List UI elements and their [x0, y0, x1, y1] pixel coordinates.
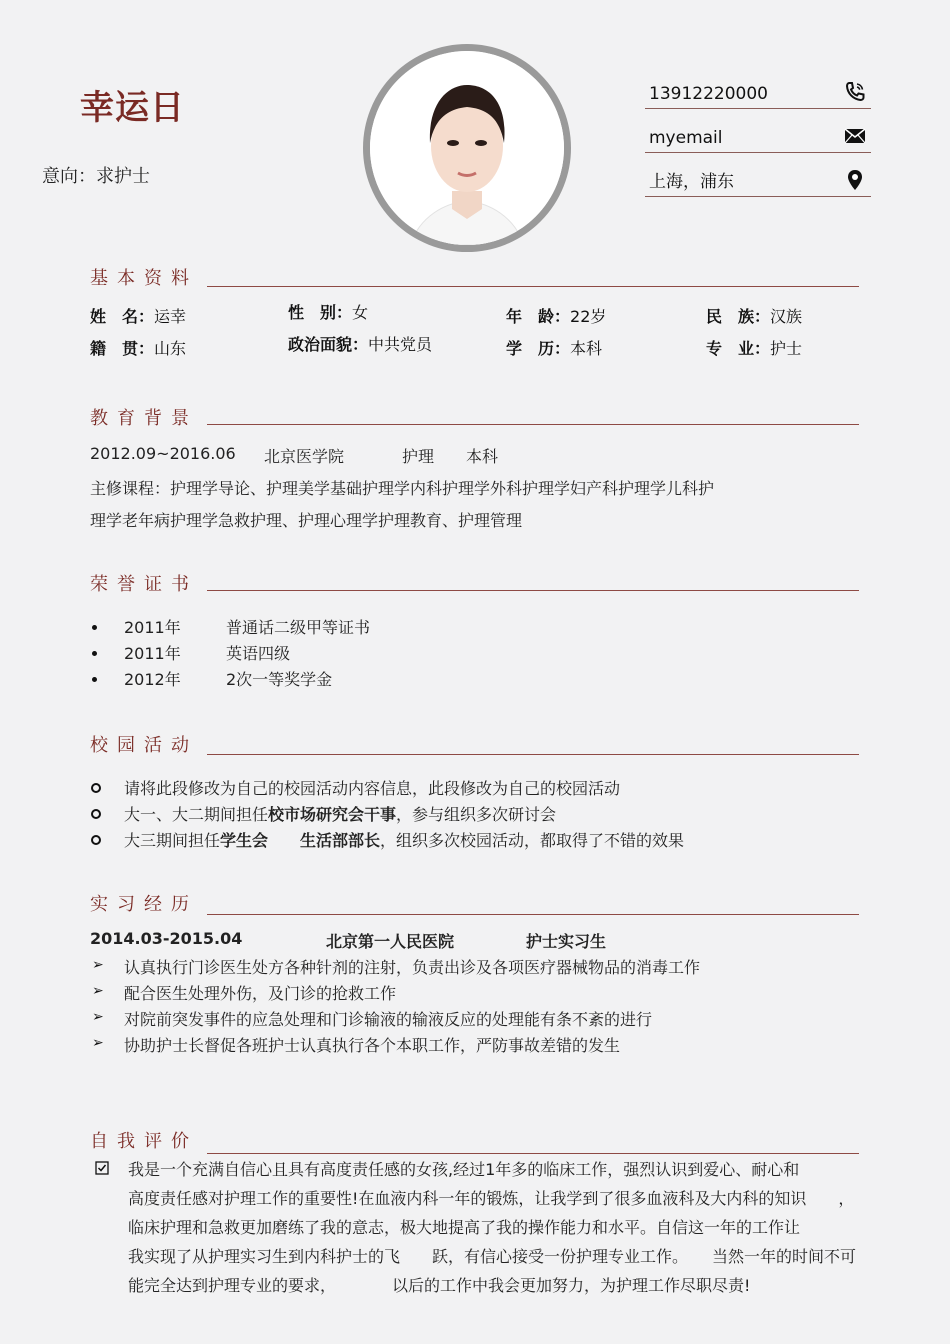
intern-duty: 对院前突发事件的应急处理和门诊输液的输液反应的处理能有条不紊的进行 — [124, 1010, 653, 1029]
bullet-dot — [92, 625, 97, 630]
intern-period: 2014.03-2015.04 — [90, 929, 243, 948]
section-title-honors: 荣誉证书 — [90, 574, 198, 595]
field-value: 女 — [352, 303, 369, 322]
mail-icon — [843, 124, 867, 148]
bullet-ring — [91, 835, 101, 845]
field-name — [90, 304, 186, 327]
field-label: 政治面貌： — [288, 335, 369, 354]
field-label: 性 别： — [288, 303, 353, 322]
edu-school: 北京医学院 — [264, 447, 345, 466]
checkbox-icon — [95, 1160, 109, 1174]
intern-duty: 协助护士长督促各班护士认真执行各个本职工作，严防事故差错的发生 — [124, 1036, 621, 1055]
edu-major: 护理 — [402, 447, 435, 466]
field-value: 22岁 — [570, 307, 607, 326]
section-divider — [207, 1153, 859, 1154]
honor-text: 英语四级 — [226, 644, 291, 663]
section-title-campus: 校园活动 — [90, 735, 198, 756]
field-value: 护士 — [770, 339, 803, 358]
field-label: 籍 贯： — [90, 339, 155, 358]
section-title-education: 教育背景 — [90, 408, 198, 429]
section-divider — [207, 424, 859, 425]
section-title-internship: 实习经历 — [90, 894, 198, 915]
contact-phone — [645, 70, 871, 109]
edu-courses-line2: 理学老年病护理学急救护理、护理心理学护理教育、护理管理 — [90, 511, 523, 530]
campus-highlight: 校市场研究会干事 — [268, 805, 397, 824]
intern-company: 北京第一人民医院 — [326, 932, 455, 951]
contact-location — [645, 158, 871, 197]
field-label: 年 龄： — [506, 307, 571, 326]
bullet-ring — [91, 783, 101, 793]
honor-year: 2012年 — [124, 670, 181, 689]
edu-degree: 本科 — [466, 447, 499, 466]
campus-text: ，参与组织多次研讨会 — [396, 805, 557, 824]
field-degree — [506, 336, 602, 359]
field-value: 山东 — [154, 339, 187, 358]
campus-text: 大三期间担任 — [124, 831, 221, 850]
location-icon — [843, 168, 867, 192]
bullet-ring — [91, 809, 101, 819]
campus-item — [124, 802, 556, 825]
candidate-name: 幸运日 — [80, 88, 185, 128]
campus-item — [124, 828, 684, 851]
field-value: 汉族 — [770, 307, 803, 326]
phone-icon — [843, 80, 867, 104]
field-major — [706, 336, 802, 359]
field-label: 专 业： — [706, 339, 771, 358]
location-text: 上海，浦东 — [649, 172, 734, 192]
self-eval-line: 能完全达到护理专业的要求， 以后的工作中我会更加努力，为护理工作尽职尽责! — [128, 1276, 751, 1295]
section-divider — [207, 590, 859, 591]
honor-text: 普通话二级甲等证书 — [226, 618, 371, 637]
honor-text: 2次一等奖学金 — [226, 670, 333, 689]
section-title-basic: 基本资料 — [90, 268, 198, 289]
field-value: 运幸 — [154, 307, 187, 326]
campus-text: 请将此段修改为自己的校园活动内容信息，此段修改为自己的校园活动 — [124, 779, 621, 798]
field-hometown — [90, 336, 186, 359]
self-eval-line: 我实现了从护理实习生到内科护士的飞 跃，有信心接受一份护理专业工作。 当然一年的时间不可 — [128, 1247, 857, 1266]
email-text: myemail — [649, 128, 723, 148]
contact-email — [645, 114, 871, 153]
honor-year: 2011年 — [124, 644, 181, 663]
bullet-dot — [92, 677, 97, 682]
field-age — [506, 304, 606, 327]
section-title-self-eval: 自我评价 — [90, 1131, 198, 1152]
self-eval-line: 临床护理和急救更加磨练了我的意志，极大地提高了我的操作能力和水平。自信这一年的工作让 — [128, 1218, 801, 1237]
section-divider — [207, 754, 859, 755]
honor-year: 2011年 — [124, 618, 181, 637]
campus-text: ，组织多次校园活动，都取得了不错的效果 — [380, 831, 685, 850]
bullet-dot — [92, 651, 97, 656]
job-intent: 意向：求护士 — [42, 166, 150, 187]
checkbox-checked-icon — [95, 1161, 109, 1175]
field-ethnicity — [706, 304, 802, 327]
field-label: 姓 名： — [90, 307, 155, 326]
field-label: 学 历： — [506, 339, 571, 358]
campus-item — [124, 776, 620, 799]
campus-text: 大一、大二期间担任 — [124, 805, 269, 824]
section-divider — [207, 286, 859, 287]
section-divider — [207, 914, 859, 915]
intern-role: 护士实习生 — [526, 932, 607, 951]
self-eval-line: 高度责任感对护理工作的重要性!在血液内科一年的锻炼，让我学到了很多血液科及大内科的知识 ， — [128, 1189, 855, 1208]
intern-duty: 认真执行门诊医生处方各种针剂的注射，负责出诊及各项医疗器械物品的消毒工作 — [124, 958, 701, 977]
arrow-bullet-icon: ➢ — [92, 957, 104, 973]
edu-period: 2012.09~2016.06 — [90, 444, 236, 463]
field-gender — [288, 300, 368, 323]
profile-photo — [363, 44, 571, 252]
arrow-bullet-icon: ➢ — [92, 1009, 104, 1025]
intern-duty: 配合医生处理外伤，及门诊的抢救工作 — [124, 984, 397, 1003]
self-eval-line: 我是一个充满自信心且具有高度责任感的女孩,经过1年多的临床工作，强烈认识到爱心、耐心和 — [128, 1160, 800, 1179]
portrait-image — [370, 51, 564, 245]
field-value: 中共党员 — [368, 335, 433, 354]
field-label: 民 族： — [706, 307, 771, 326]
edu-courses-line1: 主修课程：护理学导论、护理美学基础护理学内科护理学外科护理学妇产科护理学儿科护 — [90, 479, 715, 498]
arrow-bullet-icon: ➢ — [92, 983, 104, 999]
field-value: 本科 — [570, 339, 603, 358]
phone-text: 13912220000 — [649, 84, 768, 104]
field-political — [288, 332, 432, 355]
campus-highlight: 学生会 生活部部长 — [220, 831, 381, 850]
arrow-bullet-icon: ➢ — [92, 1035, 104, 1051]
